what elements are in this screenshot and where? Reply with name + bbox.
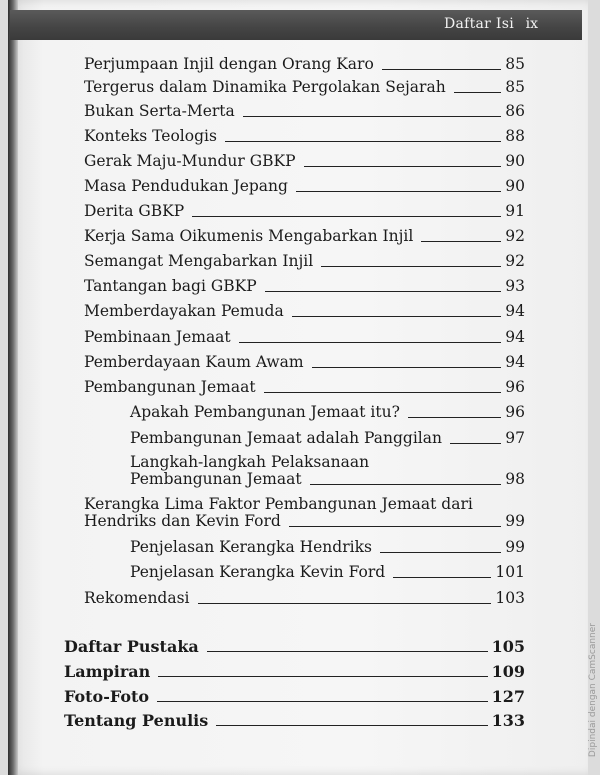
toc-entry-title: Lampiran xyxy=(64,662,151,681)
dot-leader xyxy=(393,577,491,578)
toc-entry-page: 93 xyxy=(505,277,525,295)
header-title: Daftar Isi xyxy=(443,16,514,32)
dot-leader xyxy=(264,392,502,393)
toc-entry-title: Konteks Teologis xyxy=(84,127,217,145)
toc-entry-title: Tantangan bagi GBKP xyxy=(84,277,257,295)
toc-entry-title: Perjumpaan Injil dengan Orang Karo xyxy=(84,55,374,73)
dot-leader xyxy=(380,552,501,553)
dot-leader xyxy=(207,651,488,652)
toc-subentry xyxy=(130,454,525,488)
toc-entry-page: 97 xyxy=(505,429,525,447)
toc-entry-title: Penjelasan Kerangka Hendriks xyxy=(130,538,372,556)
toc-entry-title: Semangat Mengabarkan Injil xyxy=(84,252,314,270)
toc-entry-title: Daftar Pustaka xyxy=(64,637,199,656)
toc-entry-page: 127 xyxy=(491,687,525,706)
dot-leader xyxy=(408,417,501,418)
toc-entry-title: Rekomendasi xyxy=(84,589,190,607)
toc-main-entry xyxy=(64,688,525,705)
toc-entry-title-line1: Kerangka Lima Faktor Pembangunan Jemaat dari xyxy=(84,495,473,513)
dot-leader xyxy=(158,676,487,677)
dot-leader xyxy=(243,116,502,117)
toc-entry-page: 92 xyxy=(505,227,525,245)
toc-entry-title: Pemberdayaan Kaum Awam xyxy=(84,353,304,371)
toc-entry xyxy=(84,303,525,320)
toc-entry xyxy=(84,153,525,170)
toc-entry-page: 90 xyxy=(505,152,525,170)
dot-leader xyxy=(454,92,502,93)
toc-entry-title: Tergerus dalam Dinamika Pergolakan Sejarah xyxy=(84,78,446,96)
header-page-number: ix xyxy=(525,16,538,32)
toc-entry xyxy=(84,103,525,120)
toc-entry-page: 101 xyxy=(495,563,525,581)
dot-leader xyxy=(239,342,502,343)
dot-leader xyxy=(382,69,501,70)
toc-entry xyxy=(84,590,525,607)
toc-subentry xyxy=(130,564,525,581)
toc-main-entry xyxy=(64,638,525,655)
toc-entry-page: 92 xyxy=(505,252,525,270)
toc-entry-title-line1: Langkah-langkah Pelaksanaan xyxy=(130,453,370,471)
dot-leader xyxy=(292,316,502,317)
dot-leader xyxy=(192,216,501,217)
toc-entry-page: 90 xyxy=(505,177,525,195)
dot-leader xyxy=(289,526,501,527)
toc-entry-title: Bukan Serta-Merta xyxy=(84,102,235,120)
dot-leader xyxy=(321,266,501,267)
toc-entry-page: 88 xyxy=(505,127,525,145)
dot-leader xyxy=(296,191,501,192)
toc-entry-page: 98 xyxy=(505,470,525,488)
toc-entry xyxy=(84,329,525,346)
toc-entry-page: 99 xyxy=(505,538,525,556)
toc-entry xyxy=(84,128,525,145)
toc-entry-page: 86 xyxy=(505,102,525,120)
toc-subentry xyxy=(130,430,525,447)
toc-entry xyxy=(84,79,525,96)
dot-leader xyxy=(198,603,492,604)
toc-entry-page: 133 xyxy=(491,711,525,730)
toc-entry-page: 109 xyxy=(491,662,525,681)
toc-main-entry xyxy=(64,712,525,729)
dot-leader xyxy=(157,701,488,702)
toc-entry-page: 85 xyxy=(505,78,525,96)
toc-entry xyxy=(84,379,525,396)
toc-entry-title: Kerja Sama Oikumenis Mengabarkan Injil xyxy=(84,227,414,245)
toc-entry-page: 94 xyxy=(505,328,525,346)
toc-entry-title: Pembangunan Jemaat xyxy=(84,378,256,396)
toc-entry-page: 96 xyxy=(505,403,525,421)
toc-entry xyxy=(84,253,525,270)
toc-entry-title: Tentang Penulis xyxy=(64,711,209,730)
toc-entry-title-line2: Hendriks dan Kevin Ford xyxy=(84,512,281,530)
toc-entry-title: Foto-Foto xyxy=(64,687,150,706)
toc-entry-title: Memberdayakan Pemuda xyxy=(84,302,284,320)
toc-entry-title: Masa Pendudukan Jepang xyxy=(84,177,288,195)
dot-leader xyxy=(225,141,501,142)
toc-main-entry xyxy=(64,663,525,680)
dot-leader xyxy=(216,725,487,726)
toc-entry-title: Pembinaan Jemaat xyxy=(84,328,231,346)
toc-entry-page: 94 xyxy=(505,353,525,371)
dot-leader xyxy=(310,484,502,485)
toc-entry xyxy=(84,278,525,295)
dot-leader xyxy=(304,166,502,167)
toc-entry-page: 103 xyxy=(495,589,525,607)
toc-entry xyxy=(84,354,525,371)
toc-subentry xyxy=(130,404,525,421)
toc-entry-page: 96 xyxy=(505,378,525,396)
toc-subentry xyxy=(130,539,525,556)
toc-entry xyxy=(84,178,525,195)
toc-entry xyxy=(84,496,525,530)
toc-entry xyxy=(84,203,525,220)
toc-entry-title-line2: Pembangunan Jemaat xyxy=(130,470,302,488)
toc-entry-title: Apakah Pembangunan Jemaat itu? xyxy=(130,403,400,421)
dot-leader xyxy=(265,291,502,292)
dot-leader xyxy=(450,443,501,444)
toc-entry-title: Derita GBKP xyxy=(84,202,185,220)
toc-entry-page: 99 xyxy=(505,512,525,530)
toc-entry-title: Penjelasan Kerangka Kevin Ford xyxy=(130,563,386,581)
toc-entry-page: 91 xyxy=(505,202,525,220)
toc-entry-page: 94 xyxy=(505,302,525,320)
dot-leader xyxy=(421,241,501,242)
toc-entry-title: Gerak Maju-Mundur GBKP xyxy=(84,152,296,170)
dot-leader xyxy=(312,367,502,368)
toc-entry xyxy=(84,228,525,245)
toc-entry-page: 105 xyxy=(491,637,525,656)
toc-entry-title: Pembangunan Jemaat adalah Panggilan xyxy=(130,429,442,447)
toc-entry-page: 85 xyxy=(505,55,525,73)
scanner-watermark: Dipindai dengan CamScanner xyxy=(588,622,598,757)
toc-entry xyxy=(84,56,525,73)
